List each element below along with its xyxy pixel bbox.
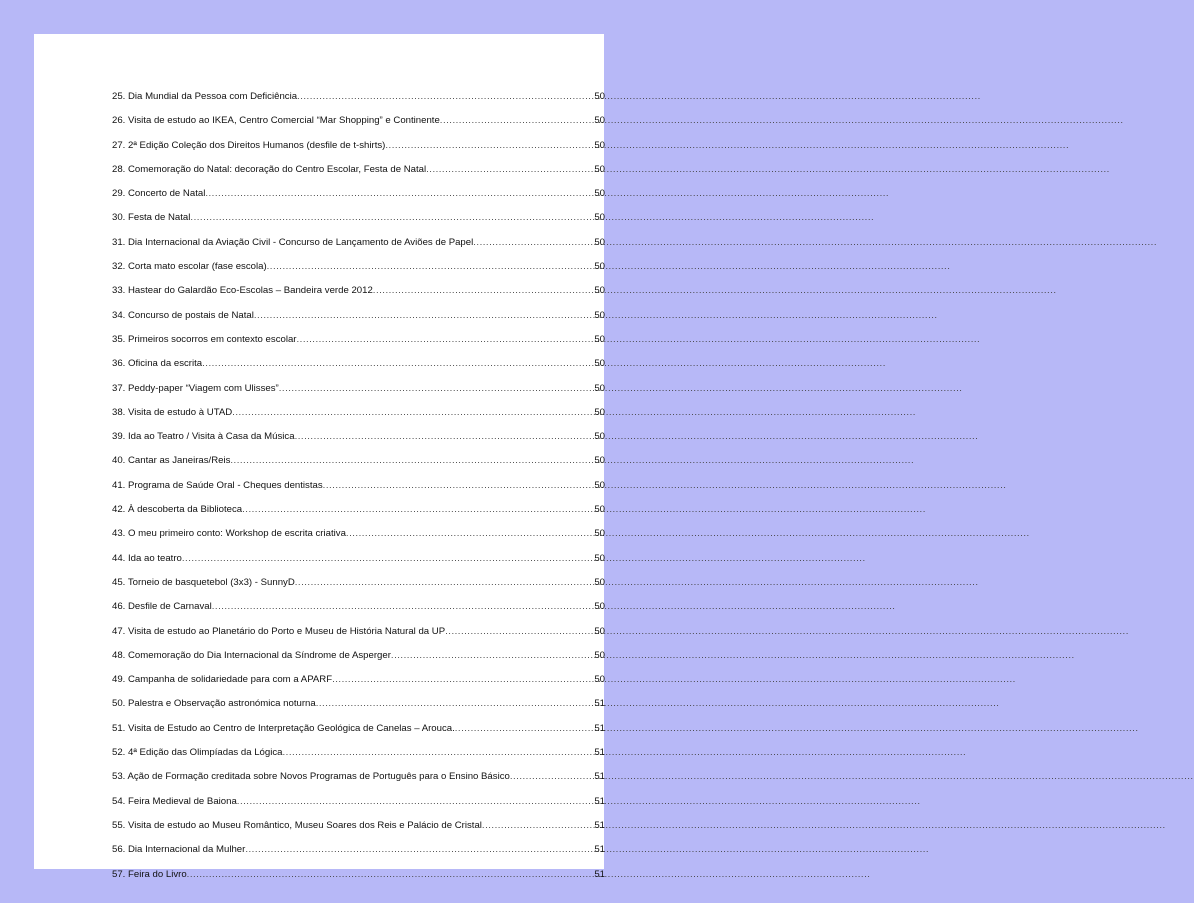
- toc-entry-title: 31. Dia Internacional da Aviação Civil - Concurso de Lançamento de Aviões de Papel: [112, 236, 474, 248]
- toc-entry[interactable]: [112, 844, 605, 868]
- toc-entry[interactable]: [112, 480, 605, 504]
- toc-dot-leader: [254, 310, 593, 321]
- toc-entry-page-number: 51: [594, 698, 605, 710]
- toc-entry-page-number: 50: [594, 163, 605, 175]
- toc-entry[interactable]: [112, 796, 605, 820]
- toc-entry-page-number: 50: [594, 552, 605, 564]
- toc-entry-title: 44. Ida ao teatro: [112, 552, 182, 564]
- toc-entry-title: 28. Comemoração do Natal: decoração do Centro Escolar, Festa de Natal: [112, 163, 427, 175]
- toc-dot-leader: [295, 431, 594, 442]
- toc-dot-leader: [440, 115, 594, 126]
- toc-entry-page-number: 51: [594, 868, 605, 880]
- toc-entry-page-number: 50: [594, 528, 605, 540]
- toc-entry-title: 46. Desfile de Carnaval: [112, 601, 212, 613]
- toc-entry[interactable]: [112, 553, 605, 577]
- toc-dot-leader: [332, 674, 593, 685]
- toc-entry-title: 29. Concerto de Natal: [112, 188, 206, 200]
- toc-dot-leader: [212, 601, 594, 612]
- toc-entry-title: 53. Ação de Formação creditada sobre Novos Programas de Português para o Ensino Básico: [112, 771, 510, 783]
- toc-entry-title: 57. Feira do Livro: [112, 868, 187, 880]
- toc-entry[interactable]: [112, 91, 605, 115]
- toc-entry-page-number: 50: [594, 309, 605, 321]
- toc-entry-title: 49. Campanha de solidariedade para com a APARF: [112, 674, 333, 686]
- toc-entry[interactable]: [112, 115, 605, 139]
- toc-entry-page-number: 51: [594, 844, 605, 856]
- toc-entry[interactable]: [112, 431, 605, 455]
- toc-entry-title: 37. Peddy-paper “Viagem com Ulisses”: [112, 382, 279, 394]
- toc-entry-page-number: 51: [594, 722, 605, 734]
- toc-entry-title: 34. Concurso de postais de Natal: [112, 309, 254, 321]
- toc-dot-leader: [373, 285, 594, 296]
- toc-dot-leader: [426, 164, 593, 175]
- toc-entry-page-number: 50: [594, 601, 605, 613]
- toc-entry-page-number: 51: [594, 795, 605, 807]
- toc-dot-leader: [182, 553, 593, 564]
- toc-dot-leader: [297, 91, 593, 102]
- toc-dot-leader: [473, 237, 593, 248]
- toc-entry-title: 32. Corta mato escolar (fase escola): [112, 261, 267, 273]
- toc-entry[interactable]: [112, 528, 605, 552]
- toc-entry-title: 33. Hastear do Galardão Eco-Escolas – Bandeira verde 2012: [112, 285, 373, 297]
- toc-entry[interactable]: [112, 261, 605, 285]
- toc-entry[interactable]: [112, 626, 605, 650]
- toc-entry-page-number: 50: [594, 358, 605, 370]
- toc-entry[interactable]: [112, 188, 605, 212]
- toc-dot-leader: [445, 626, 593, 637]
- toc-entry[interactable]: [112, 358, 605, 382]
- toc-entry[interactable]: [112, 577, 605, 601]
- toc-dot-leader: [323, 480, 594, 491]
- toc-dot-leader: [510, 771, 593, 782]
- toc-entry-title: 47. Visita de estudo ao Planetário do Porto e Museu de História Natural da UP: [112, 625, 446, 637]
- toc-dot-leader: [230, 455, 593, 466]
- toc-entry-title: 26. Visita de estudo ao IKEA, Centro Comercial “Mar Shopping” e Continente: [112, 115, 440, 127]
- toc-entry-title: 38. Visita de estudo à UTAD: [112, 406, 233, 418]
- toc-entry-page-number: 50: [594, 91, 605, 102]
- toc-entry-page-number: 50: [594, 188, 605, 200]
- toc-entry[interactable]: [112, 407, 605, 431]
- toc-entry-title: 56. Dia Internacional da Mulher: [112, 844, 246, 856]
- toc-entry-page-number: 50: [594, 504, 605, 516]
- toc-dot-leader: [391, 650, 593, 661]
- toc-entry[interactable]: [112, 164, 605, 188]
- toc-entry-page-number: 50: [594, 139, 605, 151]
- toc-dot-leader: [346, 528, 593, 539]
- toc-entry-page-number: 50: [594, 115, 605, 127]
- toc-dot-leader: [385, 140, 593, 151]
- toc-entry[interactable]: [112, 237, 605, 261]
- toc-entry-page-number: 50: [594, 212, 605, 224]
- toc-entry[interactable]: [112, 869, 605, 893]
- toc-entry[interactable]: [112, 698, 605, 722]
- toc-entry[interactable]: [112, 747, 605, 771]
- toc-entry-page-number: 50: [594, 649, 605, 661]
- toc-entry-title: 35. Primeiros socorros em contexto escolar: [112, 333, 297, 345]
- toc-entry-page-number: 50: [594, 455, 605, 467]
- toc-dot-leader: [282, 747, 593, 758]
- toc-entry[interactable]: [112, 504, 605, 528]
- toc-entry-title: 30. Festa de Natal: [112, 212, 191, 224]
- toc-entry-title: 27. 2ª Edição Coleção dos Direitos Humanos (desfile de t-shirts): [112, 139, 386, 151]
- toc-entry[interactable]: [112, 601, 605, 625]
- toc-dot-leader: [237, 796, 594, 807]
- toc-entry[interactable]: [112, 723, 605, 747]
- toc-entry-title: 54. Feira Medieval de Baiona: [112, 795, 237, 807]
- toc-entry-page-number: 50: [594, 674, 605, 686]
- toc-dot-leader: [482, 820, 593, 831]
- toc-entry-page-number: 50: [594, 261, 605, 273]
- toc-entry-title: 51. Visita de Estudo ao Centro de Interpretação Geológica de Canelas – Arouca.: [112, 722, 455, 734]
- toc-entry[interactable]: [112, 674, 605, 698]
- toc-entry[interactable]: [112, 455, 605, 479]
- toc-dot-leader: [242, 504, 593, 515]
- toc-entry-page-number: 50: [594, 236, 605, 248]
- toc-entry[interactable]: [112, 650, 605, 674]
- toc-dot-leader: [205, 188, 593, 199]
- toc-entry[interactable]: [112, 383, 605, 407]
- toc-entry-page-number: 50: [594, 333, 605, 345]
- toc-entry-title: 43. O meu primeiro conto: Workshop de escrita criativa: [112, 528, 346, 540]
- toc-entry-title: 52. 4ª Edição das Olimpíadas da Lógica: [112, 747, 283, 759]
- toc-dot-leader: [187, 869, 594, 880]
- toc-entry-page-number: 50: [594, 431, 605, 443]
- toc-entry-page-number: 50: [594, 406, 605, 418]
- table-of-contents: [112, 91, 605, 893]
- toc-dot-leader: [232, 407, 593, 418]
- toc-entry-page-number: 51: [594, 819, 605, 831]
- toc-entry[interactable]: [112, 140, 605, 164]
- toc-entry-page-number: 50: [594, 576, 605, 588]
- toc-entry[interactable]: [112, 212, 605, 236]
- toc-dot-leader: [295, 577, 594, 588]
- toc-dot-leader: [316, 698, 594, 709]
- toc-dot-leader: [190, 212, 593, 223]
- toc-entry-page-number: 50: [594, 285, 605, 297]
- toc-dot-leader: [455, 723, 594, 734]
- toc-dot-leader: [279, 383, 594, 394]
- toc-dot-leader: [296, 334, 593, 345]
- toc-entry-title: 48. Comemoração do Dia Internacional da Síndrome de Asperger: [112, 649, 391, 661]
- toc-entry-page-number: 50: [594, 382, 605, 394]
- toc-entry-page-number: 50: [594, 479, 605, 491]
- toc-entry[interactable]: [112, 285, 605, 309]
- toc-entry[interactable]: [112, 820, 605, 844]
- document-page: [34, 34, 605, 880]
- toc-entry-title: 42. À descoberta da Biblioteca: [112, 504, 243, 516]
- toc-entry-title: 39. Ida ao Teatro / Visita à Casa da Música: [112, 431, 295, 443]
- toc-entry-title: 45. Torneio de basquetebol (3x3) - SunnyD: [112, 576, 295, 588]
- toc-entry-title: 25. Dia Mundial da Pessoa com Deficiência: [112, 91, 298, 102]
- toc-entry[interactable]: [112, 334, 605, 358]
- toc-dot-leader: [245, 844, 593, 855]
- toc-entry-page-number: 51: [594, 747, 605, 759]
- toc-entry-title: 50. Palestra e Observação astronómica noturna: [112, 698, 316, 710]
- toc-entry[interactable]: [112, 771, 605, 795]
- toc-dot-leader: [267, 261, 594, 272]
- toc-entry-title: 40. Cantar as Janeiras/Reis: [112, 455, 231, 467]
- toc-entry-title: 36. Oficina da escrita: [112, 358, 203, 370]
- toc-dot-leader: [202, 358, 593, 369]
- toc-entry-page-number: 50: [594, 625, 605, 637]
- toc-entry-title: 55. Visita de estudo ao Museu Romântico, Museu Soares dos Reis e Palácio de Cristal: [112, 819, 482, 831]
- toc-entry-page-number: 51: [594, 771, 605, 783]
- toc-entry-title: 41. Programa de Saúde Oral - Cheques dentistas: [112, 479, 323, 491]
- toc-entry[interactable]: [112, 310, 605, 334]
